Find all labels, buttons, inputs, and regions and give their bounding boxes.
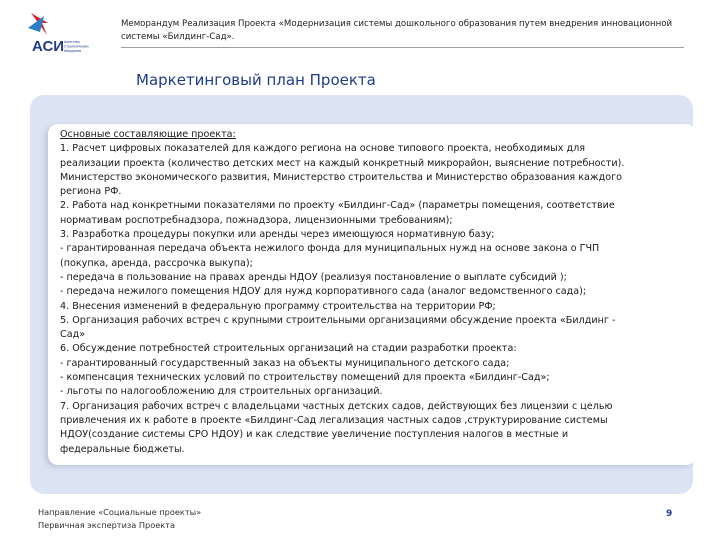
content-line: 4. Внесения изменений в федеральную программу строительства на территории РФ;: [60, 300, 496, 312]
header-line-2: системы «Билдинг-Сад».: [121, 32, 235, 42]
footer: [38, 506, 201, 532]
footer-expertise: Первичная экспертиза Проекта: [38, 520, 175, 530]
content-line: 6. Обсуждение потребностей строительных организаций на стадии разработки проекта:: [60, 343, 517, 355]
logo-subtext-1: Агентство: [64, 40, 80, 44]
content-line: - гарантированный государственный заказ на объекты муниципального детского сада;: [60, 357, 510, 369]
content-text: [60, 128, 692, 457]
content-line: НДОУ(создание системы СРО НДОУ) и как следствие увеличение поступления налогов в местные и: [60, 429, 569, 441]
content-line: реализации проекта (количество детских мест на каждый конкретный микрорайон, выяснение потребности).: [60, 157, 625, 169]
content-line: 3. Разработка процедуры покупки или аренды через имеющуюся нормативную базу;: [60, 229, 495, 241]
content-line: Министерство экономического развития, Министерство строительства и Министерство образования каждого: [60, 171, 622, 183]
content-line: 5. Организация рабочих встреч с крупными строительными организациями обсуждение проекта «Билдинг -: [60, 314, 616, 326]
slide-title: Маркетинговый план Проекта: [136, 71, 376, 89]
section-heading: Основные составляющие проекта:: [60, 129, 236, 140]
asi-logo: [28, 10, 108, 68]
content-line: привлечения их к работе в проекте «Билдинг-Сад легализация частных садов ,структурирование системы: [60, 414, 608, 426]
content-line: - передача в пользование на правах аренды НДОУ (реализуя постановление о выплате субсидий );: [60, 271, 567, 283]
content-line: 7. Организация рабочих встреч с владельцами частных детских садов, действующих без лицензии с целью: [60, 400, 613, 412]
content-line: нормативам роспотребнадзора, пожнадзора, лицензионными требованиям);: [60, 214, 453, 226]
content-line: 2. Работа над конкретными показателями по проекту «Билдинг-Сад» (параметры помещения, соответствие: [60, 200, 615, 212]
content-line: региона РФ.: [60, 186, 122, 198]
header-divider: [121, 47, 684, 48]
content-line: - гарантированная передача объекта нежилого фонда для муниципальных нужд на основе закона о ГЧП: [60, 243, 600, 255]
content-line: 1. Расчет цифровых показателей для каждого региона на основе типового проекта, необходимых для: [60, 143, 586, 155]
content-line: федеральные бюджеты.: [60, 443, 185, 455]
logo-subtext-2: Стратегических: [64, 44, 89, 49]
content-line: (покупка, аренда, рассрочка выкупа);: [60, 257, 253, 269]
content-line: - передача нежилого помещения НДОУ для нужд корпоративного сада (аналог ведомственного сада);: [60, 286, 587, 298]
content-line: - компенсация технических условий по строительству помещений для проекта «Билдинг-Сад»;: [60, 372, 550, 384]
logo-text: АСИ: [32, 38, 65, 55]
header-line-1: Меморандум Реализация Проекта «Модернизация системы дошкольного образования путем внедрения инновационной: [121, 19, 673, 29]
logo-subtext-3: Инициатив: [64, 49, 82, 53]
content-line: - льготы по налогообложению для строительных организаций.: [60, 386, 383, 398]
content-line: Сад»: [60, 329, 86, 341]
footer-direction: Направление «Социальные проекты»: [38, 507, 202, 517]
page-number: 9: [666, 509, 673, 519]
memorandum-header: [121, 18, 696, 44]
